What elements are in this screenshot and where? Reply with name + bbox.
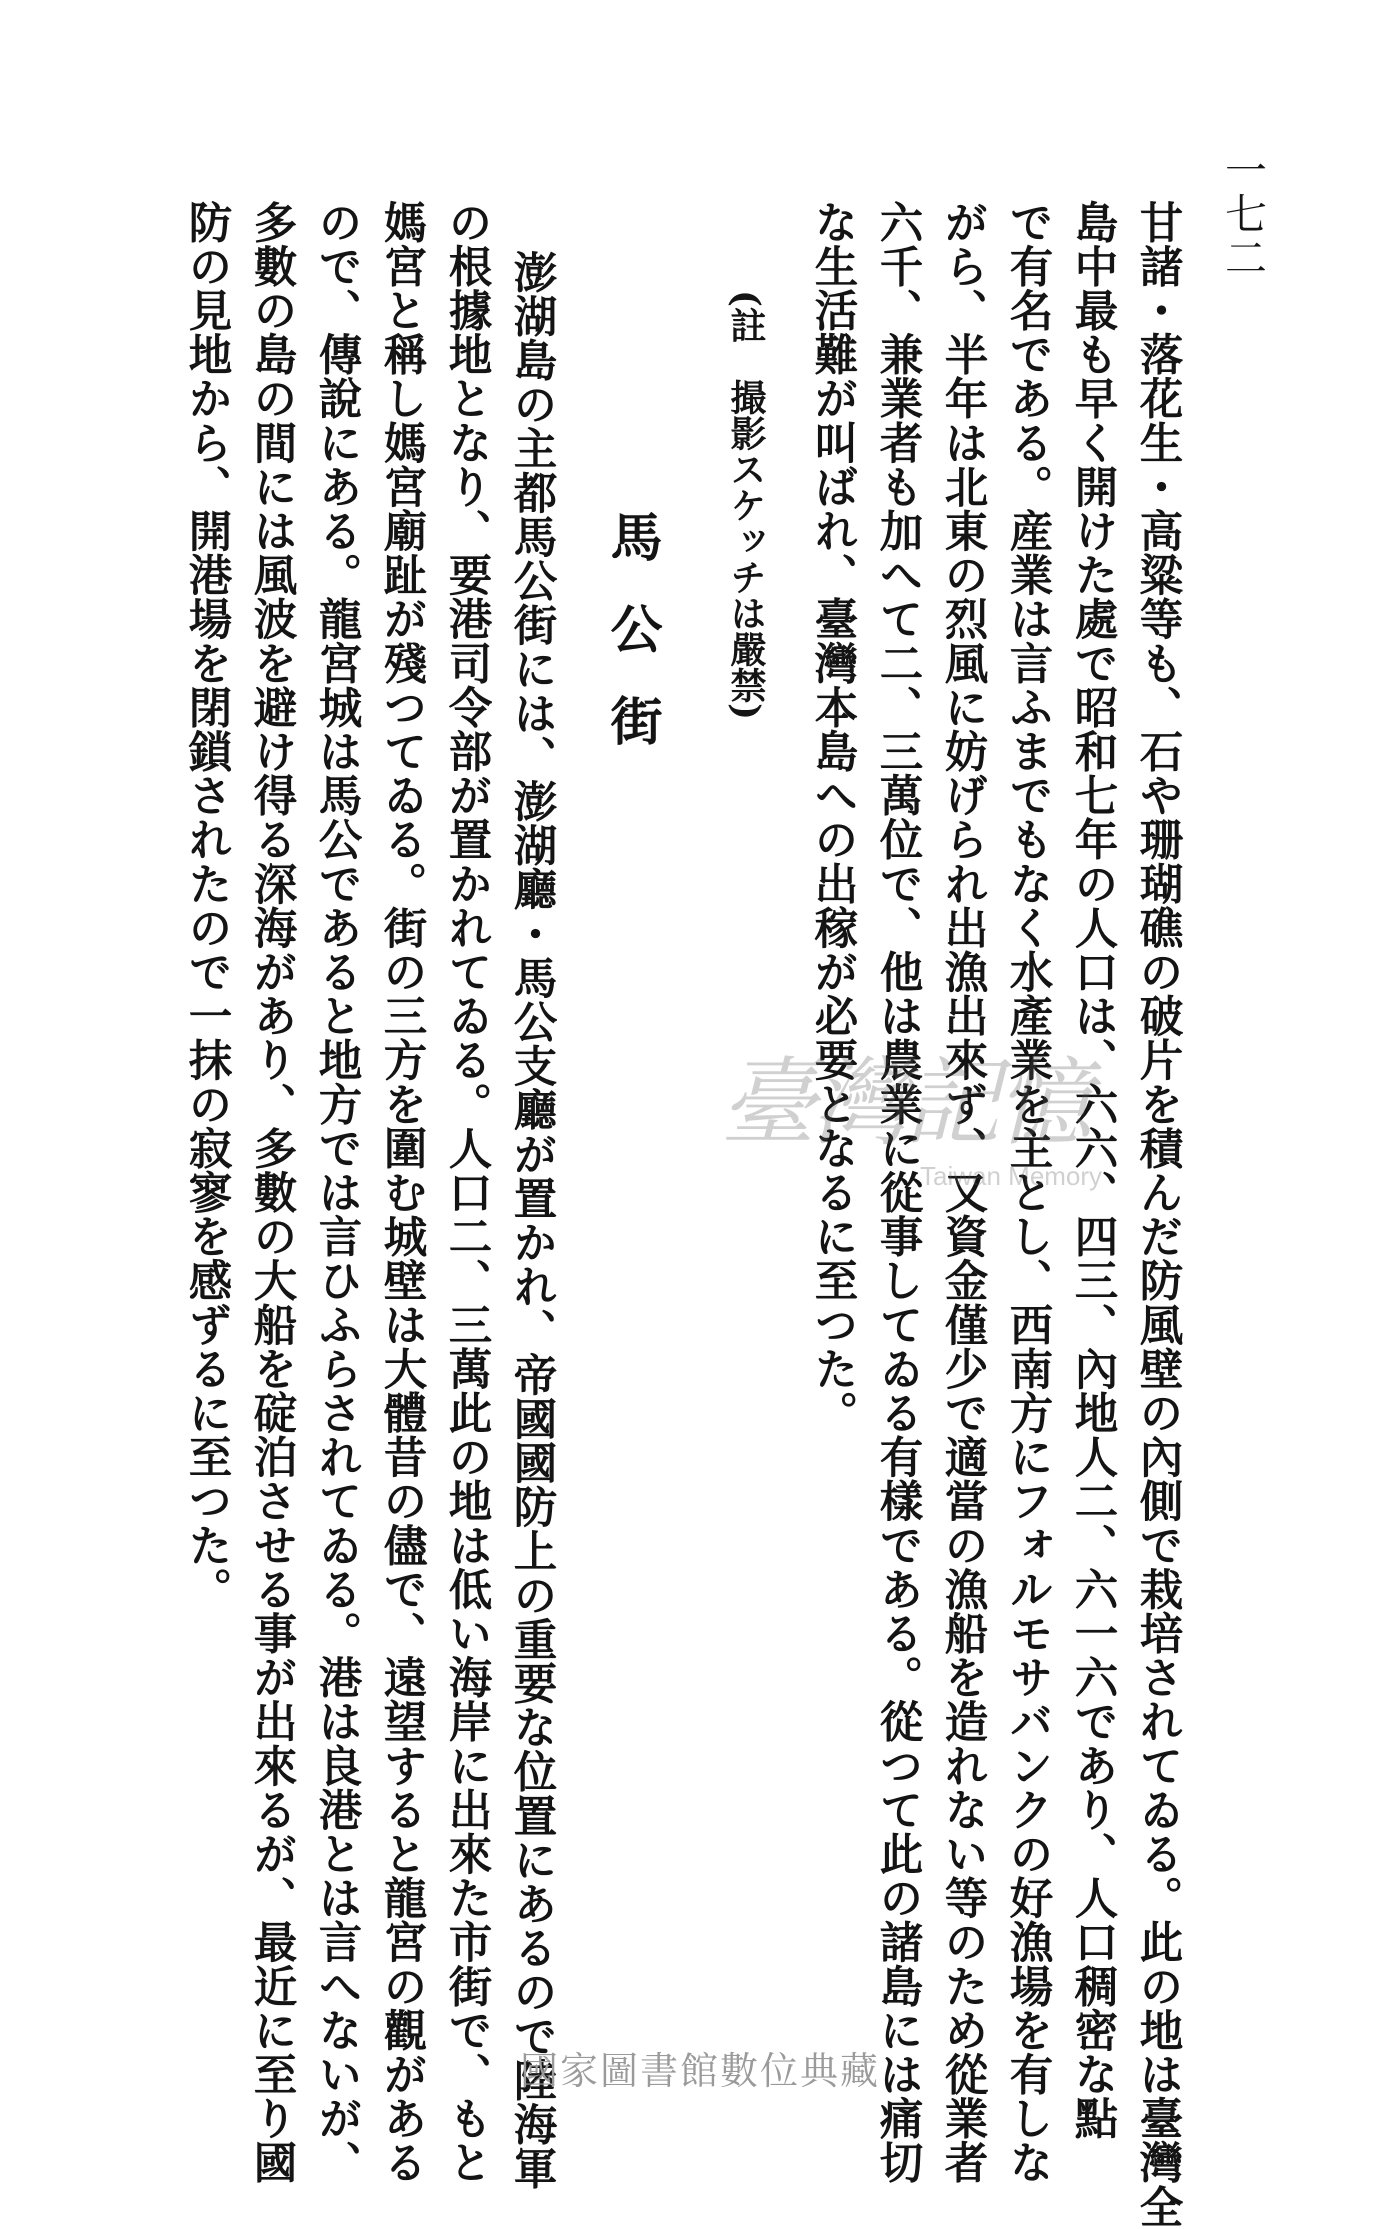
watermark-title: 臺灣記憶 xyxy=(720,1047,1088,1159)
section-heading: 馬公街 xyxy=(601,510,662,786)
text-column: の根據地となり、要港司令部が置かれてゐる。人口二、三萬此の地は低い海岸に出來た市街で、もと xyxy=(441,200,493,2185)
archive-footer: 國家圖書館數位典藏 xyxy=(519,2049,880,2093)
photography-note: (註 撮影スケッチは嚴禁) xyxy=(725,290,767,721)
watermark-subtitle: Taiwan Memory xyxy=(920,1161,1103,1191)
text-column: 媽宮と稱し媽宮廟趾が殘つてゐる。街の三方を圍む城壁は大體昔の儘で、遠望すると龍宮の觀がある xyxy=(376,200,428,2185)
text-column: 島中最も早く開けた處で昭和七年の人口は、六六、四三、內地人二、六一六であり、人口稠密な點 xyxy=(1067,200,1119,2141)
text-column: 澎湖島の主都馬公街には、澎湖廳・馬公支廳が置かれ、帝國國防上の重要な位置にあるので陸海軍 xyxy=(506,250,558,2191)
text-column: がら、半年は北東の烈風に妨げられ出漁出來ず、又資金僅少で適當の漁船を造れない等のため從業者 xyxy=(937,200,989,2185)
text-column: 六千、兼業者も加へて二、三萬位で、他は農業に從事してゐる有樣である。從つて此の諸島には痛切 xyxy=(872,200,924,2185)
taiwan-memory-watermark xyxy=(720,1047,1160,1191)
text-column: な生活難が叫ばれ、臺灣本島への出稼が必要となるに至つた。 xyxy=(807,200,859,1435)
text-column: 防の見地から、開港場を閉鎖されたので一抹の寂寥を感ずるに至つた。 xyxy=(181,200,233,1612)
text-column: で有名である。産業は言ふまでもなく水產業を主とし、西南方にフォルモサバンクの好漁場を有しな xyxy=(1002,200,1054,2185)
text-column: 多數の島の間には風波を避け得る深海があり、多數の大船を碇泊させる事が出來るが、最近に至り國 xyxy=(246,200,298,2185)
text-column: ので、傳說にある。龍宮城は馬公であると地方では言ひふらされてゐる。港は良港とは言へないが、 xyxy=(311,200,363,2185)
page-number: 一七二 xyxy=(1219,148,1268,280)
text-column: 甘諸・落花生・高粱等も、石や珊瑚礁の破片を積んだ防風壁の內側で栽培されてゐる。此の地は臺灣全 xyxy=(1132,200,1184,2229)
